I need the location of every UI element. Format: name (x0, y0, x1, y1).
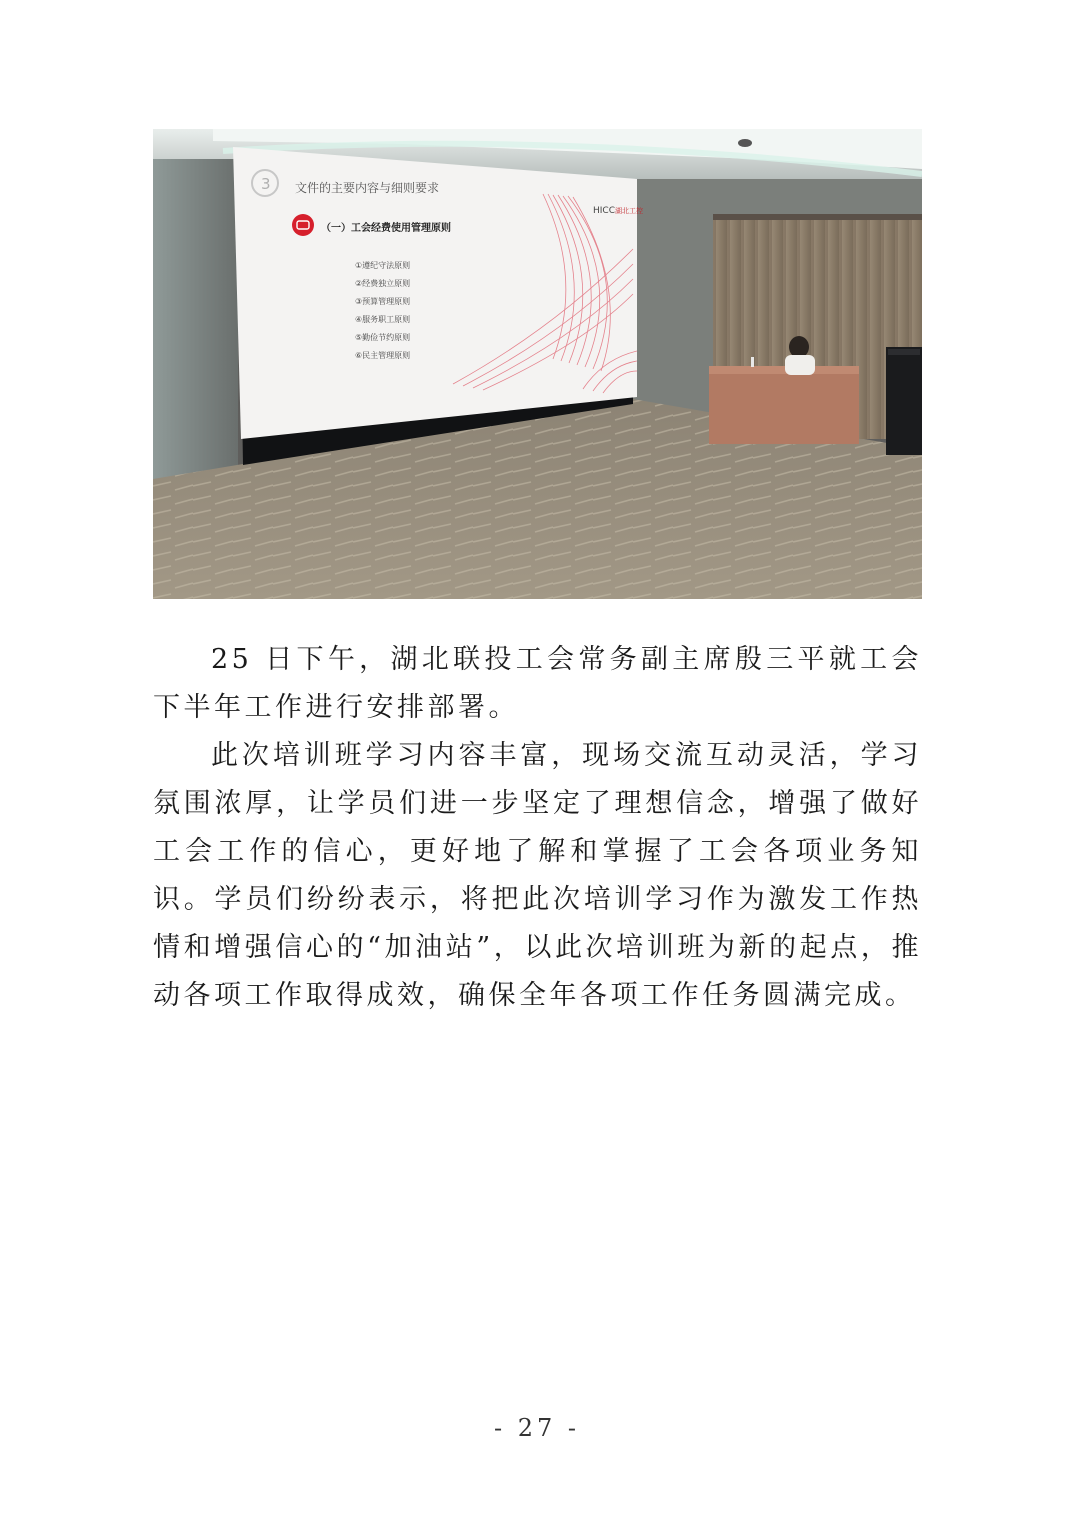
slide-item: ②经费独立原则 (355, 279, 411, 288)
slide-item: ⑤勤俭节约原则 (355, 333, 411, 342)
page-number: - 27 - (493, 1414, 580, 1442)
article-body (153, 636, 922, 1020)
slide-section-title: 文件的主要内容与细则要求 (295, 181, 440, 195)
slide-item: ①遵纪守法原则 (355, 261, 411, 270)
slide-section-number: 3 (261, 175, 271, 193)
slide-heading: （一）工会经费使用管理原则 (321, 223, 451, 234)
paragraph: 此次培训班学习内容丰富，现场交流互动灵活，学习氛围浓厚，让学员们进一步坚定了理想信念，增强了做好工会工作的信心，更好地了解和掌握了工会各项业务知识。学员们纷纷表示，将把此次培训学习作为激发工作热情和增强信心的“加油站”，以此次培训班为新的起点，推动各项工作取得成效，确保全年各项工作任务圆满完成。 (153, 740, 922, 1011)
paragraph: 25 日下午，湖北联投工会常务副主席殷三平就工会下半年工作进行安排部署。 (153, 644, 922, 723)
slide-item: ③预算管理原则 (355, 297, 411, 306)
meeting-photo (153, 129, 922, 599)
slide-brand-suffix: 湖北工控 (615, 207, 643, 215)
slide-brand: HICC (593, 206, 615, 216)
slide-item: ⑥民主管理原则 (355, 351, 411, 360)
slide-item: ④服务职工原则 (355, 315, 411, 324)
